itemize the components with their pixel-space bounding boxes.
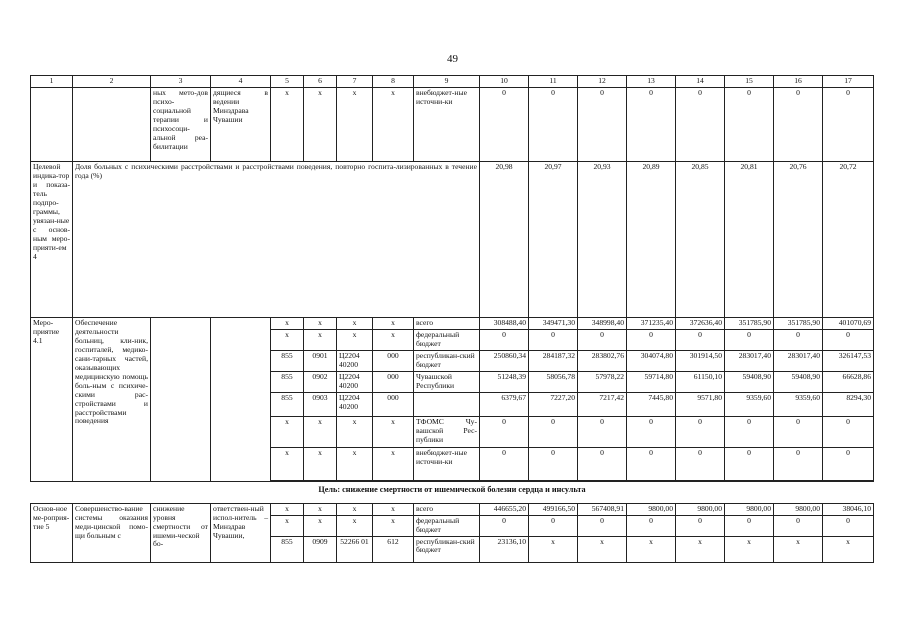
header-row [31,76,874,88]
table-cell: 0902 [304,372,337,393]
table-cell: 0 [725,88,774,162]
measure-label: Основ-ное ме-роприя-тие 5 [31,503,73,562]
header-cell: 16 [774,76,823,88]
table-cell: x [373,503,414,515]
table-cell: 66628,86 [823,372,874,393]
table-cell: x [627,536,676,562]
table-cell: x [271,515,304,536]
table-cell: x [337,330,373,351]
table-cell: 0909 [304,536,337,562]
table-cell: 283017,40 [725,351,774,372]
table-cell: ответствен-ный испол-нитель – Минздрав Чувашии, [211,503,271,562]
table-cell: 0 [578,417,627,448]
header-cell: 13 [627,76,676,88]
table-cell: x [271,417,304,448]
indicator-label: Целевой индика-тор и показа-тель подпро-граммы, увязан-ные с основ-ным меро-прияти-ем 4 [31,162,73,318]
table-cell: x [774,536,823,562]
table-row [31,503,874,515]
table-cell: республикан-ский бюджет [414,351,480,372]
table-cell: 0 [725,515,774,536]
table-cell: всего [414,318,480,330]
indicator-text: Доля больных с психическими расстройствами и расстройствами поведения, повторно госпита-лизированных в течение года (%) [73,162,480,318]
table-cell: 20,98 [480,162,529,318]
table-cell: 0 [823,515,874,536]
table-cell: 0 [725,330,774,351]
table-cell: 57978,22 [578,372,627,393]
measure-description: Обеспечение деятельности больниц, кли-ник, госпиталей, медико-сани-тарных частей, оказывающих медицинскую помощь боль-ным с психиче-скими рас-стройствами и расстройствами поведения [73,318,151,482]
table-cell: 9571,80 [676,393,725,417]
table-cell: 0 [578,88,627,162]
table-cell: Ц2204 40200 [337,372,373,393]
table-cell: 0 [480,417,529,448]
table-cell: 20,81 [725,162,774,318]
header-cell: 11 [529,76,578,88]
header-cell: 10 [480,76,529,88]
table-cell: 283802,76 [578,351,627,372]
header-cell: 6 [304,76,337,88]
header-cell: 17 [823,76,874,88]
table-cell: 7445,80 [627,393,676,417]
table-cell: x [337,503,373,515]
table-cell: x [304,417,337,448]
table-cell: 0 [480,330,529,351]
table-cell: 0 [823,417,874,448]
table-cell: 326147,53 [823,351,874,372]
page-number: 49 [447,53,458,65]
table-cell [31,88,73,162]
table-cell: 0 [725,417,774,448]
table-cell: x [271,318,304,330]
table-cell: 000 [373,351,414,372]
table-cell: 401070,69 [823,318,874,330]
table-cell: x [304,503,337,515]
table-cell: 20,89 [627,162,676,318]
table-cell: 855 [271,351,304,372]
table-cell: внебюджет-ные источни-ки [414,448,480,481]
table-cell: Ц2204 40200 [337,393,373,417]
table-cell: 0 [480,88,529,162]
table-cell: республикан-ский бюджет [414,536,480,562]
table-cell: 0 [627,515,676,536]
table-cell: 20,97 [529,162,578,318]
table-cell: 0 [578,330,627,351]
table-cell: 0 [676,88,725,162]
header-cell: 7 [337,76,373,88]
table-cell: x [337,318,373,330]
table-cell: 372636,40 [676,318,725,330]
measure-description: Совершенство-вание системы оказания меди-цинской помо-щи больным с [73,503,151,562]
table-cell: 000 [373,372,414,393]
header-cell: 12 [578,76,627,88]
table-cell: 7227,20 [529,393,578,417]
table-cell: Чувашской Республики [414,372,480,393]
table-cell: 0 [823,330,874,351]
indicator-row [31,162,874,318]
table-cell [211,318,271,482]
table-cell: 0 [627,417,676,448]
table-cell: ных мето-дов психо-социальной терапии и психосоци-альной реа-билитации [151,88,211,162]
table-cell: 308488,40 [480,318,529,330]
table-cell: x [337,448,373,481]
table-cell: 59714,80 [627,372,676,393]
table-cell: 59408,90 [725,372,774,393]
table-cell: 348998,40 [578,318,627,330]
table-cell: x [304,318,337,330]
table-cell: 9800,00 [774,503,823,515]
table-cell: x [578,536,627,562]
table-cell: x [337,515,373,536]
table-cell: 61150,10 [676,372,725,393]
table-cell: федеральный бюджет [414,515,480,536]
table-cell: 20,93 [578,162,627,318]
table-cell: 0 [774,417,823,448]
header-cell: 9 [414,76,480,88]
table-cell: x [337,417,373,448]
table-cell: x [373,417,414,448]
table-cell: 0 [529,515,578,536]
table-cell: x [304,448,337,481]
table-cell [151,318,211,482]
table-cell: 9800,00 [725,503,774,515]
table-cell: x [271,503,304,515]
table-cell: 0 [725,448,774,481]
table-cell: x [529,536,578,562]
goal-heading: Цель: снижение смертности от ишемической болезни сердца и инсульта [318,485,586,494]
table-cell: 0 [529,330,578,351]
table-cell: 20,85 [676,162,725,318]
table-cell: 58056,78 [529,372,578,393]
table-cell: x [304,330,337,351]
table-cell: 38046,10 [823,503,874,515]
table-cell [73,88,151,162]
table-row [31,88,874,162]
table-cell: 0 [774,448,823,481]
table-cell: x [337,88,373,162]
table-cell: x [373,318,414,330]
table-cell: 0 [480,515,529,536]
table-cell: 0903 [304,393,337,417]
table-cell: x [373,88,414,162]
measure-label: Меро-приятие 4.1 [31,318,73,482]
table-cell: 612 [373,536,414,562]
table-cell: x [373,448,414,481]
table-cell: 0 [529,448,578,481]
table-cell: 0 [529,88,578,162]
header-cell: 8 [373,76,414,88]
table-cell: 855 [271,393,304,417]
table-cell: 351785,90 [774,318,823,330]
table-cell: 000 [373,393,414,417]
table-cell: 0 [774,88,823,162]
table-cell: 59408,90 [774,372,823,393]
table-cell: 855 [271,536,304,562]
table-cell: 0 [676,330,725,351]
table-cell: 349471,30 [529,318,578,330]
table-cell: 0 [529,417,578,448]
table-cell: x [271,88,304,162]
table-cell: 855 [271,372,304,393]
table-cell: x [304,88,337,162]
table-cell [414,393,480,417]
table-cell: 0 [627,448,676,481]
table-cell: 0 [774,515,823,536]
table-cell: 0 [823,448,874,481]
table-cell: 0 [676,448,725,481]
table-cell: 0901 [304,351,337,372]
table-cell: 567408,91 [578,503,627,515]
table-cell: 0 [578,515,627,536]
header-cell: 14 [676,76,725,88]
table-cell: 51248,39 [480,372,529,393]
table-cell: дящиеся в ведении Минздрава Чувашии [211,88,271,162]
header-cell: 5 [271,76,304,88]
table-cell: x [271,448,304,481]
table-cell: 250860,34 [480,351,529,372]
table-cell: 0 [578,448,627,481]
header-cell: 3 [151,76,211,88]
table-cell: x [676,536,725,562]
table-cell: 9800,00 [676,503,725,515]
table-cell: x [373,330,414,351]
table-cell: 283017,40 [774,351,823,372]
table-cell: всего [414,503,480,515]
table-cell: снижение уровня смертности от ишеми-ческой бо- [151,503,211,562]
goal-row [31,482,874,503]
table-cell: 23136,10 [480,536,529,562]
header-cell: 1 [31,76,73,88]
table-cell: x [271,330,304,351]
table-cell: 20,76 [774,162,823,318]
table-cell: 0 [676,417,725,448]
table-cell: 9359,60 [774,393,823,417]
table-cell: 0 [823,88,874,162]
table-cell: 284187,32 [529,351,578,372]
table-cell: федеральный бюджет [414,330,480,351]
header-cell: 2 [73,76,151,88]
table-cell: ТФОМС Чу-вашской Рес-публики [414,417,480,448]
table-cell: 0 [774,330,823,351]
table-cell: 371235,40 [627,318,676,330]
table-cell: 304074,80 [627,351,676,372]
table-cell: 9359,60 [725,393,774,417]
table-cell: 7217,42 [578,393,627,417]
header-cell: 15 [725,76,774,88]
table-cell: 52266 01 [337,536,373,562]
table-cell: 0 [627,330,676,351]
table-cell: внебюджет-ные источни-ки [414,88,480,162]
table-cell: 9800,00 [627,503,676,515]
table-row [31,318,874,330]
header-cell: 4 [211,76,271,88]
table-cell: x [304,515,337,536]
table-cell: x [725,536,774,562]
table-cell: x [823,536,874,562]
table-cell: Ц2204 40200 [337,351,373,372]
table-cell: x [373,515,414,536]
table-cell: 301914,50 [676,351,725,372]
table-cell: 351785,90 [725,318,774,330]
table-cell: 0 [627,88,676,162]
table-cell: 6379,67 [480,393,529,417]
table-cell: 446655,20 [480,503,529,515]
table-cell: 499166,50 [529,503,578,515]
table-cell: 8294,30 [823,393,874,417]
table-cell: 0 [480,448,529,481]
budget-table [30,75,874,563]
table-cell: 20,72 [823,162,874,318]
table-cell: 0 [676,515,725,536]
